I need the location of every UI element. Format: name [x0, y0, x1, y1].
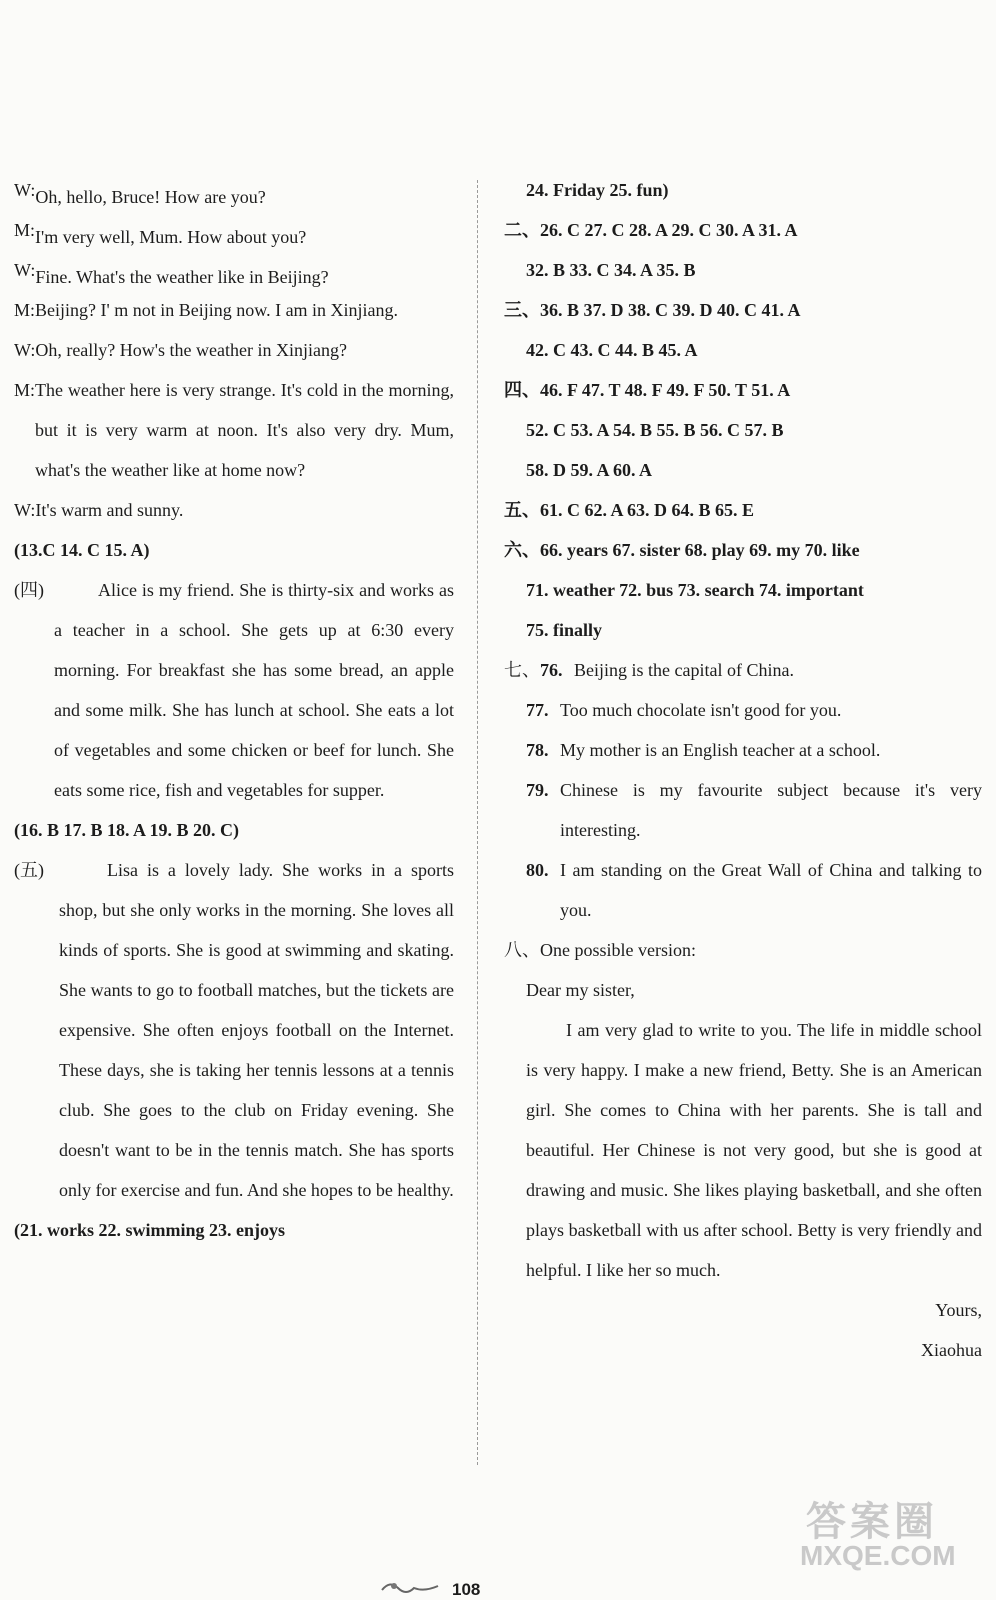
dialogue-line: W: Fine. What's the weather like in Beijing? — [14, 260, 329, 287]
dialogue-line: M: The weather here is very strange. It's cold in the morning, but it is very warm at noon. It's also very dry. Mum, what's the weather like at home now? — [14, 380, 454, 480]
letter-greeting: Dear my sister, — [526, 980, 635, 1000]
answer-line: 42. C 43. C 44. B 45. A — [526, 340, 698, 360]
right-column — [504, 177, 982, 1377]
answer-line: 32. B 33. C 34. A 35. B — [526, 260, 696, 280]
dialogue-line: W: Oh, hello, Bruce! How are you? — [14, 180, 266, 207]
answer-line: 71. weather 72. bus 73. search 74. important — [526, 580, 864, 600]
page-number: 108 — [452, 1580, 481, 1599]
section-2-answers: 二、 26. C 27. C 28. A 29. C 30. A 31. A — [504, 220, 798, 240]
section-7-item: 78. My mother is an English teacher at a school. — [526, 740, 881, 760]
answer-line: (21. works 22. swimming 23. enjoys — [14, 1220, 286, 1240]
section-3-answers: 三、 36. B 37. D 38. C 39. D 40. C 41. A — [504, 300, 801, 320]
section-8-intro: 八、 One possible version: — [504, 940, 696, 960]
answer-line: (13.C 14. C 15. A) — [14, 540, 150, 560]
answer-line: 24. Friday 25. fun) — [526, 180, 669, 200]
letter-body: I am very glad to write to you. The life in middle school is very happy. I make a new friend, Betty. She is an American girl. She comes to China with her parents. She is tall and beautiful. Her Chinese is not very good, but she is good at drawing and music. She likes playing basketball, and she often plays basketball with us after school. Betty is very friendly and helpful. I like her so much. — [526, 1020, 982, 1280]
letter-closing: Yours, — [935, 1300, 982, 1320]
watermark-logo: 答案圈 MXQE.COM — [800, 1500, 956, 1571]
answer-line: 52. C 53. A 54. B 55. B 56. C 57. B — [526, 420, 784, 440]
answer-line: (16. B 17. B 18. A 19. B 20. C) — [14, 820, 240, 840]
section-4-answers: 四、 46. F 47. T 48. F 49. F 50. T 51. A — [504, 380, 791, 400]
section-7-item: 80. I am standing on the Great Wall of China and talking to you. — [526, 860, 982, 920]
answer-line: 75. finally — [526, 620, 603, 640]
section-4-passage: (四) Alice is my friend. She is thirty-six and works as a teacher in a school. She gets up at 6:30 every morning. For breakfast she has some bread, an apple and some milk. She has lunch at school. She eats a lot of vegetables and some chicken or beef for lunch. She eats some rice, fish and vegetables for supper. — [14, 580, 454, 800]
section-7-item: 77. Too much chocolate isn't good for you. — [526, 700, 842, 720]
dialogue-line: M: Beijing? I' m not in Beijing now. I am in Xinjiang. — [14, 300, 399, 320]
dialogue-line: W: It's warm and sunny. — [14, 500, 184, 520]
dialogue-line: M: I'm very well, Mum. How about you? — [14, 220, 307, 247]
letter-signature: Xiaohua — [921, 1340, 982, 1360]
page-ornament — [380, 1578, 440, 1596]
section-5-passage: (五) Lisa is a lovely lady. She works in a sports shop, but she only works in the morning. She loves all kinds of sports. She is good at swimming and skating. She wants to go to football matches, but the tickets are expensive. She often enjoys football on the Internet. These days, she is taking her tennis lessons at a tennis club. She goes to the club on Friday evening. She doesn't want to be in the tennis match. She has sports only for exercise and fun. And she hopes to be healthy. — [14, 860, 454, 1200]
section-6-answers: 六、 66. years 67. sister 68. play 69. my 70. like — [504, 540, 860, 560]
section-5-answers: 五、 61. C 62. A 63. D 64. B 65. E — [504, 500, 755, 520]
section-7-item: 七、 76. Beijing is the capital of China. — [504, 660, 794, 680]
section-7-item: 79. Chinese is my favourite subject because it's very interesting. — [526, 780, 982, 840]
column-divider — [477, 180, 478, 1465]
dialogue-line: W: Oh, really? How's the weather in Xinjiang? — [14, 340, 347, 360]
answer-line: 58. D 59. A 60. A — [526, 460, 653, 480]
left-column — [14, 177, 454, 1257]
